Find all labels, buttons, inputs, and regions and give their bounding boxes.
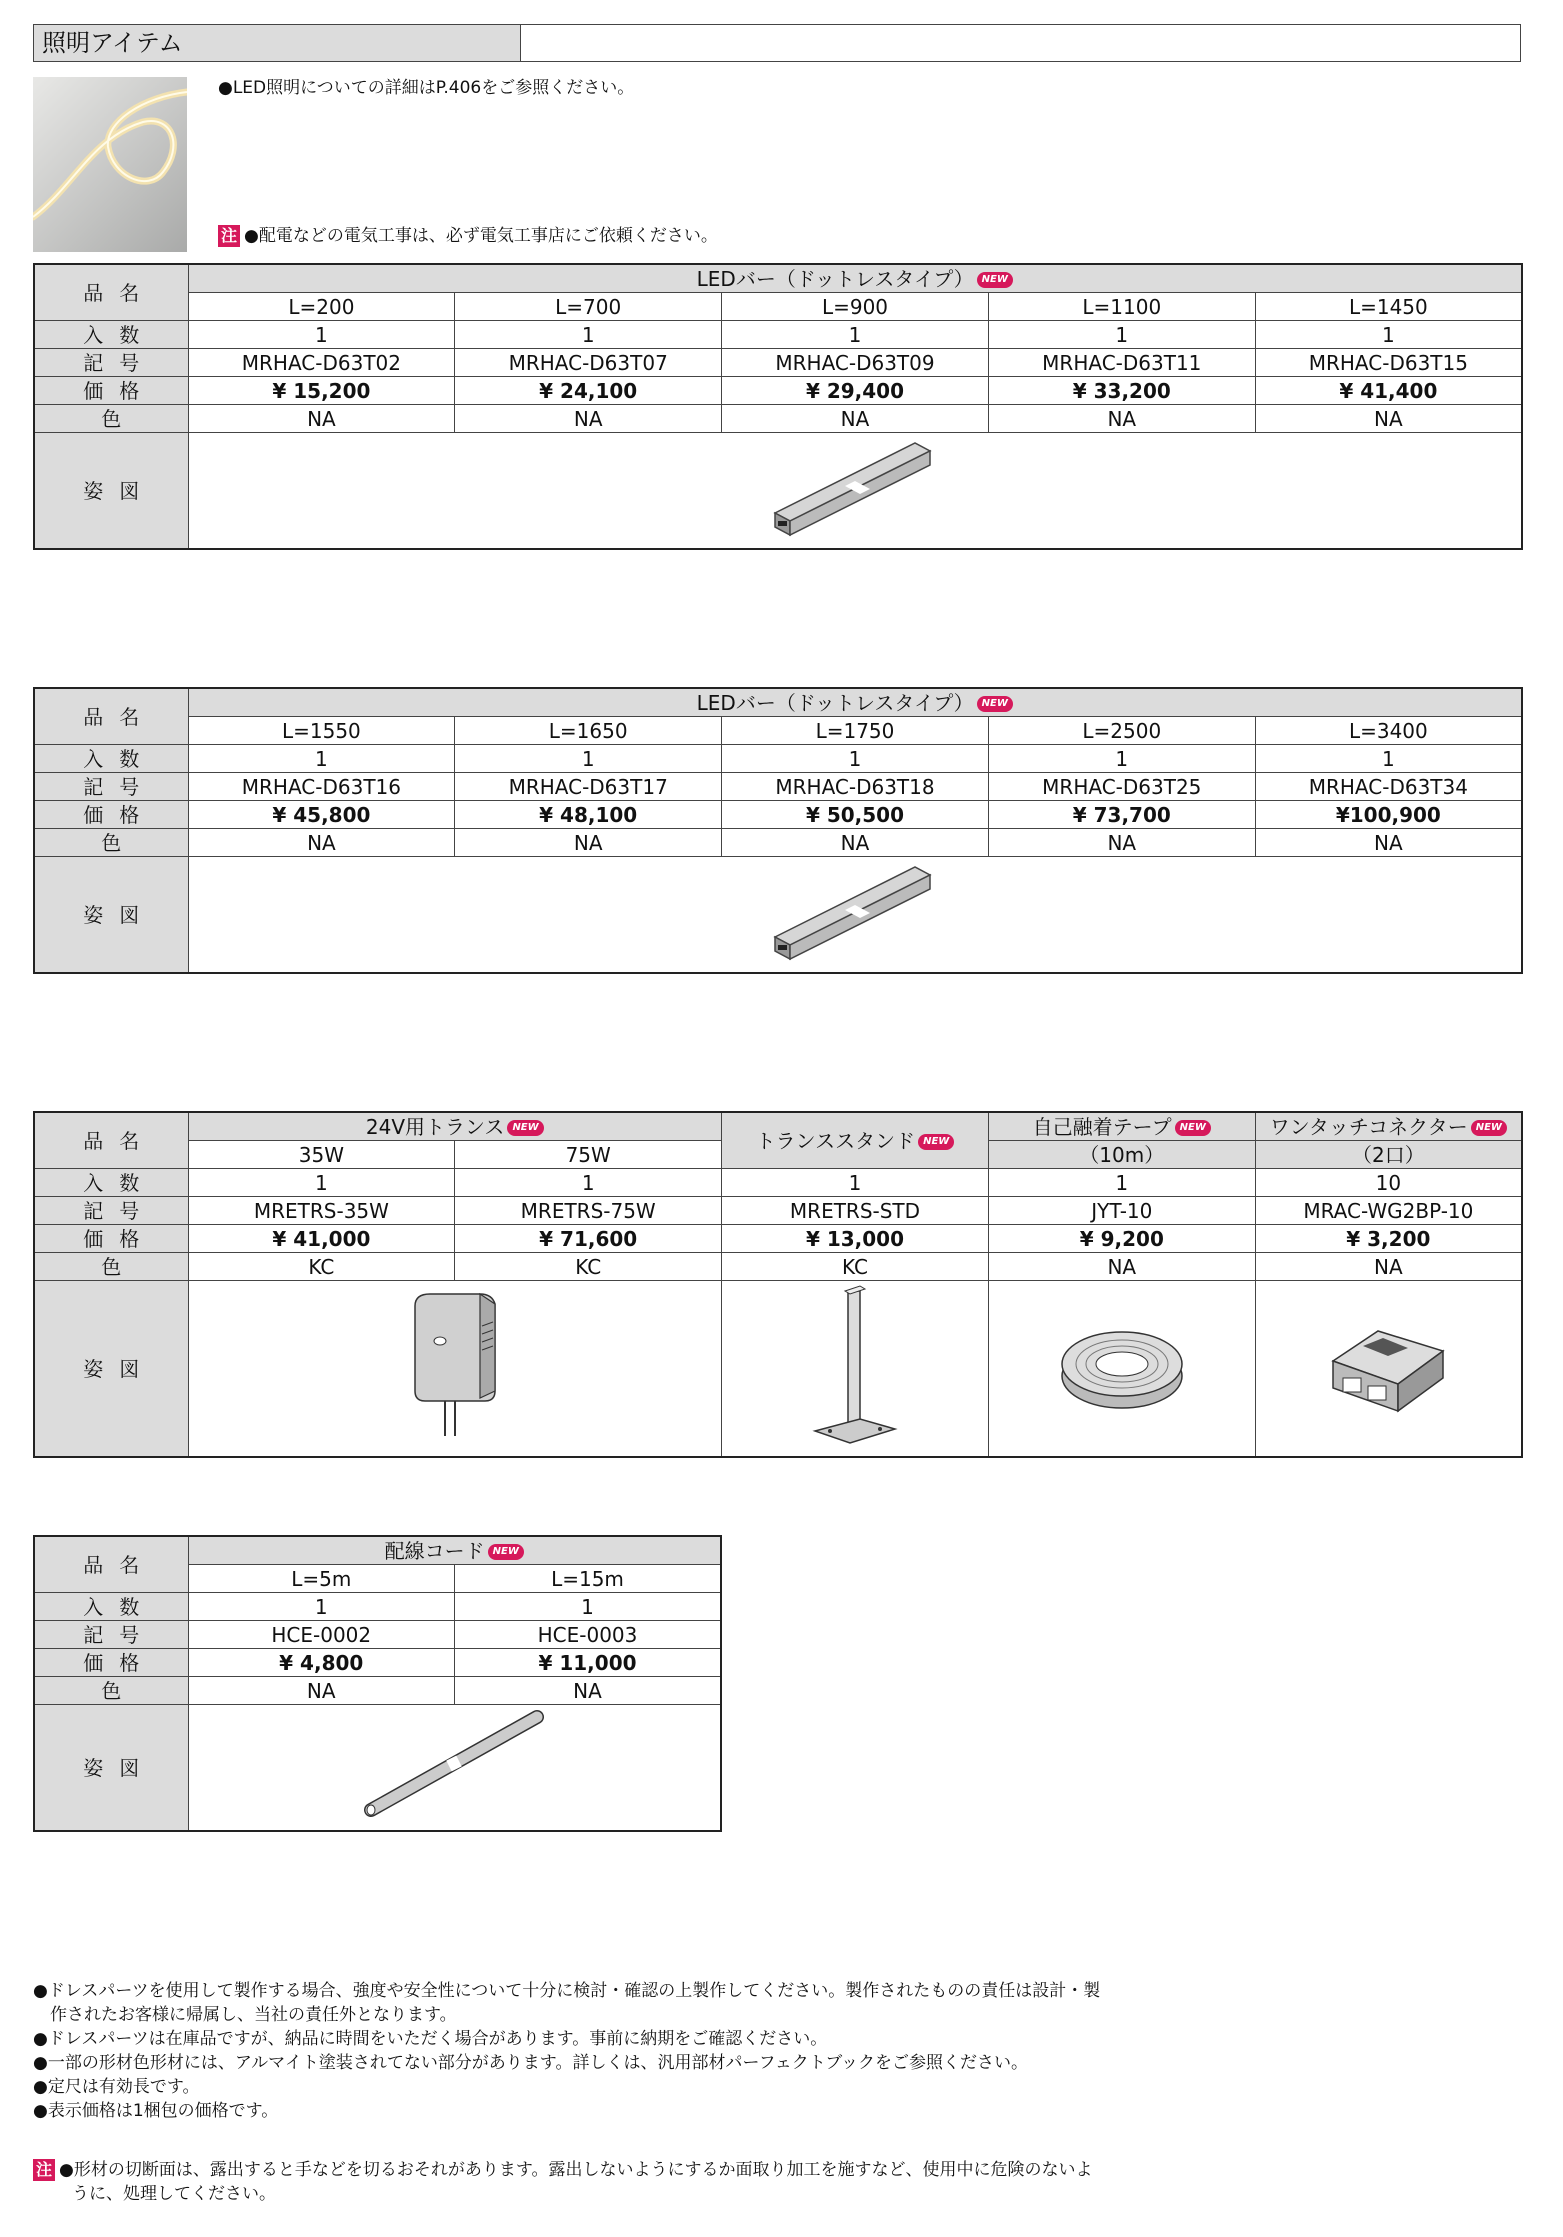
price-cell: ¥ 24,100 bbox=[455, 377, 722, 405]
qty-cell: 1 bbox=[188, 745, 455, 773]
label-figure: 姿図 bbox=[34, 1281, 188, 1458]
note-line: ●定尺は有効長です。 bbox=[33, 2077, 200, 2097]
footer-notes bbox=[33, 1979, 1100, 2123]
price-cell: ¥ 4,800 bbox=[188, 1649, 455, 1677]
code-cell: MRHAC-D63T11 bbox=[988, 349, 1255, 377]
label-qty: 入数 bbox=[34, 745, 188, 773]
label-name: 品名 bbox=[34, 1536, 188, 1593]
label-price: 価格 bbox=[34, 377, 188, 405]
price-cell: ¥ 29,400 bbox=[722, 377, 989, 405]
code-cell: MRHAC-D63T25 bbox=[988, 773, 1255, 801]
label-qty: 入数 bbox=[34, 321, 188, 349]
code-cell: HCE-0002 bbox=[188, 1621, 455, 1649]
label-color: 色 bbox=[34, 405, 188, 433]
price-cell: ¥ 48,100 bbox=[455, 801, 722, 829]
qty-cell: 1 bbox=[455, 1169, 722, 1197]
qty-cell: 1 bbox=[722, 745, 989, 773]
transformer-stand-drawing bbox=[810, 1281, 900, 1451]
qty-cell: 1 bbox=[1255, 745, 1522, 773]
label-name: 品名 bbox=[34, 264, 188, 321]
note-line: ●ドレスパーツは在庫品ですが、納品に時間をいただく場合があります。事前に納期をご確認ください。 bbox=[33, 2029, 828, 2049]
color-cell: NA bbox=[988, 829, 1255, 857]
led-bar-drawing bbox=[765, 433, 945, 543]
section-header bbox=[33, 24, 1521, 62]
qty-cell: 1 bbox=[455, 321, 722, 349]
code-cell: MRHAC-D63T02 bbox=[188, 349, 455, 377]
variant-cell: L=900 bbox=[722, 293, 989, 321]
figure-cell bbox=[188, 1281, 722, 1458]
price-cell: ¥ 50,500 bbox=[722, 801, 989, 829]
variant-cell: L=2500 bbox=[988, 717, 1255, 745]
label-name: 品名 bbox=[34, 688, 188, 745]
qty-cell: 1 bbox=[988, 745, 1255, 773]
color-cell: NA bbox=[722, 405, 989, 433]
wiring-cord-drawing bbox=[359, 1705, 549, 1825]
color-cell: KC bbox=[455, 1253, 722, 1281]
qty-cell: 1 bbox=[455, 745, 722, 773]
price-cell: ¥ 13,000 bbox=[722, 1225, 989, 1253]
color-cell: NA bbox=[188, 829, 455, 857]
label-code: 記号 bbox=[34, 773, 188, 801]
qty-cell: 1 bbox=[988, 321, 1255, 349]
variant-cell: L=1550 bbox=[188, 717, 455, 745]
new-badge: NEW bbox=[977, 272, 1013, 288]
qty-cell: 1 bbox=[1255, 321, 1522, 349]
product-header: 24V用トランス NEW bbox=[188, 1112, 722, 1141]
price-cell: ¥ 33,200 bbox=[988, 377, 1255, 405]
variant-cell: （10m） bbox=[988, 1141, 1255, 1169]
color-cell: NA bbox=[1255, 829, 1522, 857]
label-qty: 入数 bbox=[34, 1169, 188, 1197]
variant-cell: L=200 bbox=[188, 293, 455, 321]
qty-cell: 1 bbox=[988, 1169, 1255, 1197]
label-color: 色 bbox=[34, 1677, 188, 1705]
variant-cell: （2口） bbox=[1255, 1141, 1522, 1169]
section-title: 照明アイテム bbox=[34, 25, 521, 61]
figure-cell bbox=[988, 1281, 1255, 1458]
price-cell: ¥ 73,700 bbox=[988, 801, 1255, 829]
code-cell: MRHAC-D63T09 bbox=[722, 349, 989, 377]
label-name: 品名 bbox=[34, 1112, 188, 1169]
new-badge: NEW bbox=[918, 1134, 954, 1150]
product-header: ワンタッチコネクター NEW bbox=[1255, 1112, 1522, 1141]
code-cell: MRETRS-75W bbox=[455, 1197, 722, 1225]
price-cell: ¥100,900 bbox=[1255, 801, 1522, 829]
code-cell: MRETRS-35W bbox=[188, 1197, 455, 1225]
figure-cell bbox=[188, 1705, 721, 1832]
led-strip-illustration bbox=[33, 77, 187, 252]
code-cell: MRAC-WG2BP-10 bbox=[1255, 1197, 1522, 1225]
variant-cell: 75W bbox=[455, 1141, 722, 1169]
color-cell: NA bbox=[188, 1677, 455, 1705]
color-cell: NA bbox=[988, 1253, 1255, 1281]
variant-cell: L=5m bbox=[188, 1565, 455, 1593]
color-cell: NA bbox=[455, 1677, 722, 1705]
color-cell: KC bbox=[188, 1253, 455, 1281]
price-cell: ¥ 11,000 bbox=[455, 1649, 722, 1677]
price-cell: ¥ 9,200 bbox=[988, 1225, 1255, 1253]
new-badge: NEW bbox=[1471, 1120, 1507, 1136]
product-header: 配線コード NEW bbox=[188, 1536, 721, 1565]
qty-cell: 1 bbox=[455, 1593, 722, 1621]
connector-drawing bbox=[1323, 1316, 1453, 1416]
wiring-note-text: ●配電などの電気工事は、必ず電気工事店にご依頼ください。 bbox=[244, 226, 718, 246]
qty-cell: 1 bbox=[188, 321, 455, 349]
color-cell: NA bbox=[188, 405, 455, 433]
price-cell: ¥ 15,200 bbox=[188, 377, 455, 405]
color-cell: NA bbox=[455, 405, 722, 433]
caution-tag: 注 bbox=[33, 2159, 55, 2181]
spec-table-led-bar-1 bbox=[33, 263, 1523, 550]
qty-cell: 1 bbox=[188, 1593, 455, 1621]
code-cell: JYT-10 bbox=[988, 1197, 1255, 1225]
wiring-caution bbox=[218, 225, 718, 247]
spec-table-led-bar-2 bbox=[33, 687, 1523, 974]
code-cell: MRHAC-D63T17 bbox=[455, 773, 722, 801]
color-cell: NA bbox=[1255, 405, 1522, 433]
figure-cell bbox=[1255, 1281, 1522, 1458]
color-cell: NA bbox=[1255, 1253, 1522, 1281]
color-cell: NA bbox=[988, 405, 1255, 433]
transformer-drawing bbox=[400, 1286, 510, 1446]
figure-cell bbox=[188, 857, 1522, 974]
label-color: 色 bbox=[34, 1253, 188, 1281]
label-qty: 入数 bbox=[34, 1593, 188, 1621]
color-cell: NA bbox=[455, 829, 722, 857]
caution-tag: 注 bbox=[218, 225, 240, 247]
label-figure: 姿図 bbox=[34, 857, 188, 974]
code-cell: MRHAC-D63T07 bbox=[455, 349, 722, 377]
product-header: LEDバー（ドットレスタイプ） NEW bbox=[188, 688, 1522, 717]
note-line: ●一部の形材色形材には、アルマイト塗装されてない部分があります。詳しくは、汎用部材パーフェクトブックをご参照ください。 bbox=[33, 2053, 1029, 2073]
led-strip-photo bbox=[33, 77, 187, 252]
variant-cell: L=3400 bbox=[1255, 717, 1522, 745]
code-cell: MRHAC-D63T34 bbox=[1255, 773, 1522, 801]
label-code: 記号 bbox=[34, 349, 188, 377]
caution-line: ●形材の切断面は、露出すると手などを切るおそれがあります。露出しないようにするか面取り加工を施すなど、使用中に危険のないよ bbox=[59, 2160, 1093, 2180]
label-price: 価格 bbox=[34, 1649, 188, 1677]
code-cell: MRETRS-STD bbox=[722, 1197, 989, 1225]
qty-cell: 1 bbox=[722, 321, 989, 349]
new-badge: NEW bbox=[977, 696, 1013, 712]
variant-cell: L=15m bbox=[455, 1565, 722, 1593]
variant-cell: L=1750 bbox=[722, 717, 989, 745]
label-color: 色 bbox=[34, 829, 188, 857]
footer-caution bbox=[33, 2158, 1092, 2206]
label-price: 価格 bbox=[34, 1225, 188, 1253]
label-code: 記号 bbox=[34, 1621, 188, 1649]
code-cell: MRHAC-D63T16 bbox=[188, 773, 455, 801]
code-cell: HCE-0003 bbox=[455, 1621, 722, 1649]
caution-line: うに、処理してください。 bbox=[55, 2184, 276, 2204]
note-line: ●ドレスパーツを使用して製作する場合、強度や安全性について十分に検討・確認の上製作してください。製作されたものの責任は設計・製 bbox=[33, 1981, 1101, 2001]
qty-cell: 1 bbox=[722, 1169, 989, 1197]
variant-cell: L=700 bbox=[455, 293, 722, 321]
variant-cell: L=1450 bbox=[1255, 293, 1522, 321]
product-header: LEDバー（ドットレスタイプ） NEW bbox=[188, 264, 1522, 293]
spec-table-wiring-cord bbox=[33, 1535, 722, 1832]
tape-roll-drawing bbox=[1057, 1316, 1187, 1416]
label-figure: 姿図 bbox=[34, 433, 188, 550]
new-badge: NEW bbox=[1175, 1120, 1211, 1136]
variant-cell: L=1100 bbox=[988, 293, 1255, 321]
led-info-note: ●LED照明についての詳細はP.406をご参照ください。 bbox=[218, 78, 635, 98]
new-badge: NEW bbox=[488, 1544, 524, 1560]
color-cell: NA bbox=[722, 829, 989, 857]
led-bar-drawing bbox=[765, 857, 945, 967]
color-cell: KC bbox=[722, 1253, 989, 1281]
label-price: 価格 bbox=[34, 801, 188, 829]
qty-cell: 10 bbox=[1255, 1169, 1522, 1197]
price-cell: ¥ 71,600 bbox=[455, 1225, 722, 1253]
qty-cell: 1 bbox=[188, 1169, 455, 1197]
label-code: 記号 bbox=[34, 1197, 188, 1225]
price-cell: ¥ 3,200 bbox=[1255, 1225, 1522, 1253]
code-cell: MRHAC-D63T18 bbox=[722, 773, 989, 801]
price-cell: ¥ 45,800 bbox=[188, 801, 455, 829]
variant-cell: L=1650 bbox=[455, 717, 722, 745]
label-figure: 姿図 bbox=[34, 1705, 188, 1832]
figure-cell bbox=[722, 1281, 989, 1458]
new-badge: NEW bbox=[507, 1120, 543, 1136]
product-header: 自己融着テープ NEW bbox=[988, 1112, 1255, 1141]
note-line: 作されたお客様に帰属し、当社の責任外となります。 bbox=[33, 2005, 457, 2025]
variant-cell: 35W bbox=[188, 1141, 455, 1169]
code-cell: MRHAC-D63T15 bbox=[1255, 349, 1522, 377]
product-header: トランススタンド NEW bbox=[722, 1112, 989, 1169]
price-cell: ¥ 41,000 bbox=[188, 1225, 455, 1253]
price-cell: ¥ 41,400 bbox=[1255, 377, 1522, 405]
note-line: ●表示価格は1梱包の価格です。 bbox=[33, 2101, 279, 2121]
spec-table-transformers bbox=[33, 1111, 1523, 1458]
figure-cell bbox=[188, 433, 1522, 550]
